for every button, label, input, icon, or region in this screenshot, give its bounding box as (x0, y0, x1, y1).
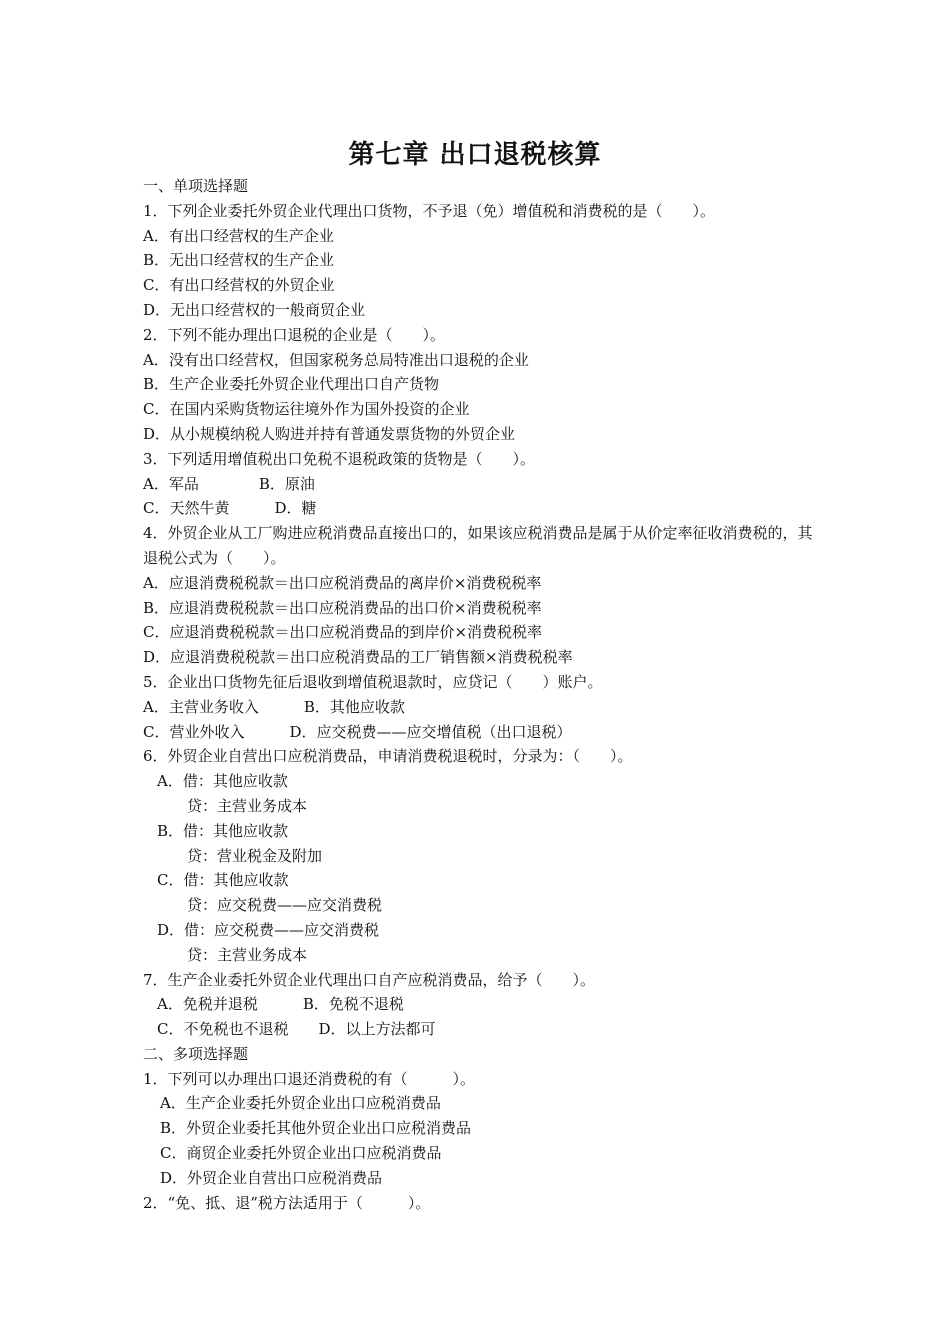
option-text: D．无出口经营权的一般商贸企业 (143, 300, 366, 319)
question-text: 1．下列可以办理出口退还消费税的有（ ）。 (143, 1069, 476, 1088)
section-heading-single-choice: 一、单项选择题 (143, 177, 249, 195)
option-text: C．在国内采购货物运往境外作为国外投资的企业 (143, 400, 470, 419)
option-text: C．借：其他应收款 (157, 871, 289, 890)
option-text: D．外贸企业自营出口应税消费品 (160, 1168, 383, 1187)
option-text: A．应退消费税税款＝出口应税消费品的离岸价×消费税税率 (143, 573, 542, 592)
option-text: D．借：应交税费——应交消费税 (157, 920, 380, 939)
section-heading-multiple-choice: 二、多项选择题 (143, 1044, 249, 1063)
option-text: B．外贸企业委托其他外贸企业出口应税消费品 (160, 1119, 472, 1138)
option-text: C．营业外收入 D．应交税费——应交增值税（出口退税） (143, 722, 572, 741)
question-text: 5．企业出口货物先征后退收到增值税退款时，应贷记（ ）账户。 (143, 672, 603, 691)
question-text: 4．外贸企业从工厂购进应税消费品直接出口的，如果该应税消费品是属于从价定率征收消费税的，其退税公式为（ ）。 (143, 524, 813, 567)
option-text: A．没有出口经营权，但国家税务总局特准出口退税的企业 (143, 350, 529, 369)
option-text: B．应退消费税税款＝出口应税消费品的出口价×消费税税率 (143, 598, 542, 617)
option-text: C．商贸企业委托外贸企业出口应税消费品 (160, 1144, 442, 1163)
option-text: D．应退消费税税款＝出口应税消费品的工厂销售额×消费税税率 (143, 648, 573, 667)
option-text: C．天然牛黄 D．糖 (143, 499, 317, 518)
option-subline: 贷：主营业务成本 (187, 796, 308, 815)
option-subline: 贷：应交税费——应交消费税 (187, 896, 383, 915)
option-text: A．生产企业委托外贸企业出口应税消费品 (160, 1094, 441, 1113)
option-text: C．不免税也不退税 D．以上方法都可 (157, 1020, 436, 1039)
question-text: 2．“免、抵、退”税方法适用于（ ）。 (143, 1193, 431, 1212)
option-text: B．无出口经营权的生产企业 (143, 251, 335, 270)
question-text: 7．生产企业委托外贸企业代理出口自产应税消费品，给予（ ）。 (143, 970, 596, 989)
option-text: C．有出口经营权的外贸企业 (143, 276, 335, 295)
document-title: 第七章 出口退税核算 (348, 140, 602, 170)
option-text: B．生产企业委托外贸企业代理出口自产货物 (143, 375, 440, 394)
option-text: A．主营业务收入 B．其他应收款 (143, 697, 405, 716)
option-text: A．军品 B．原油 (143, 474, 315, 493)
option-text: A．借：其他应收款 (157, 772, 288, 791)
question-text: 2．下列不能办理出口退税的企业是（ ）。 (143, 325, 446, 344)
option-text: A．免税并退税 B．免税不退税 (157, 995, 404, 1014)
option-text: A．有出口经营权的生产企业 (143, 226, 334, 245)
option-text: D．从小规模纳税人购进并持有普通发票货物的外贸企业 (143, 424, 516, 443)
option-text: B．借：其他应收款 (157, 821, 289, 840)
document-body (143, 174, 823, 1215)
question-text: 6．外贸企业自营出口应税消费品，申请消费税退税时，分录为：（ ）。 (143, 747, 633, 766)
question-text: 3．下列适用增值税出口免税不退税政策的货物是（ ）。 (143, 449, 536, 468)
option-text: C．应退消费税税款＝出口应税消费品的到岸价×消费税税率 (143, 623, 543, 642)
question-text: 1．下列企业委托外贸企业代理出口货物，不予退（免）增值税和消费税的是（ ）。 (143, 201, 716, 220)
option-subline: 贷：主营业务成本 (187, 945, 308, 964)
option-subline: 贷：营业税金及附加 (187, 846, 323, 865)
